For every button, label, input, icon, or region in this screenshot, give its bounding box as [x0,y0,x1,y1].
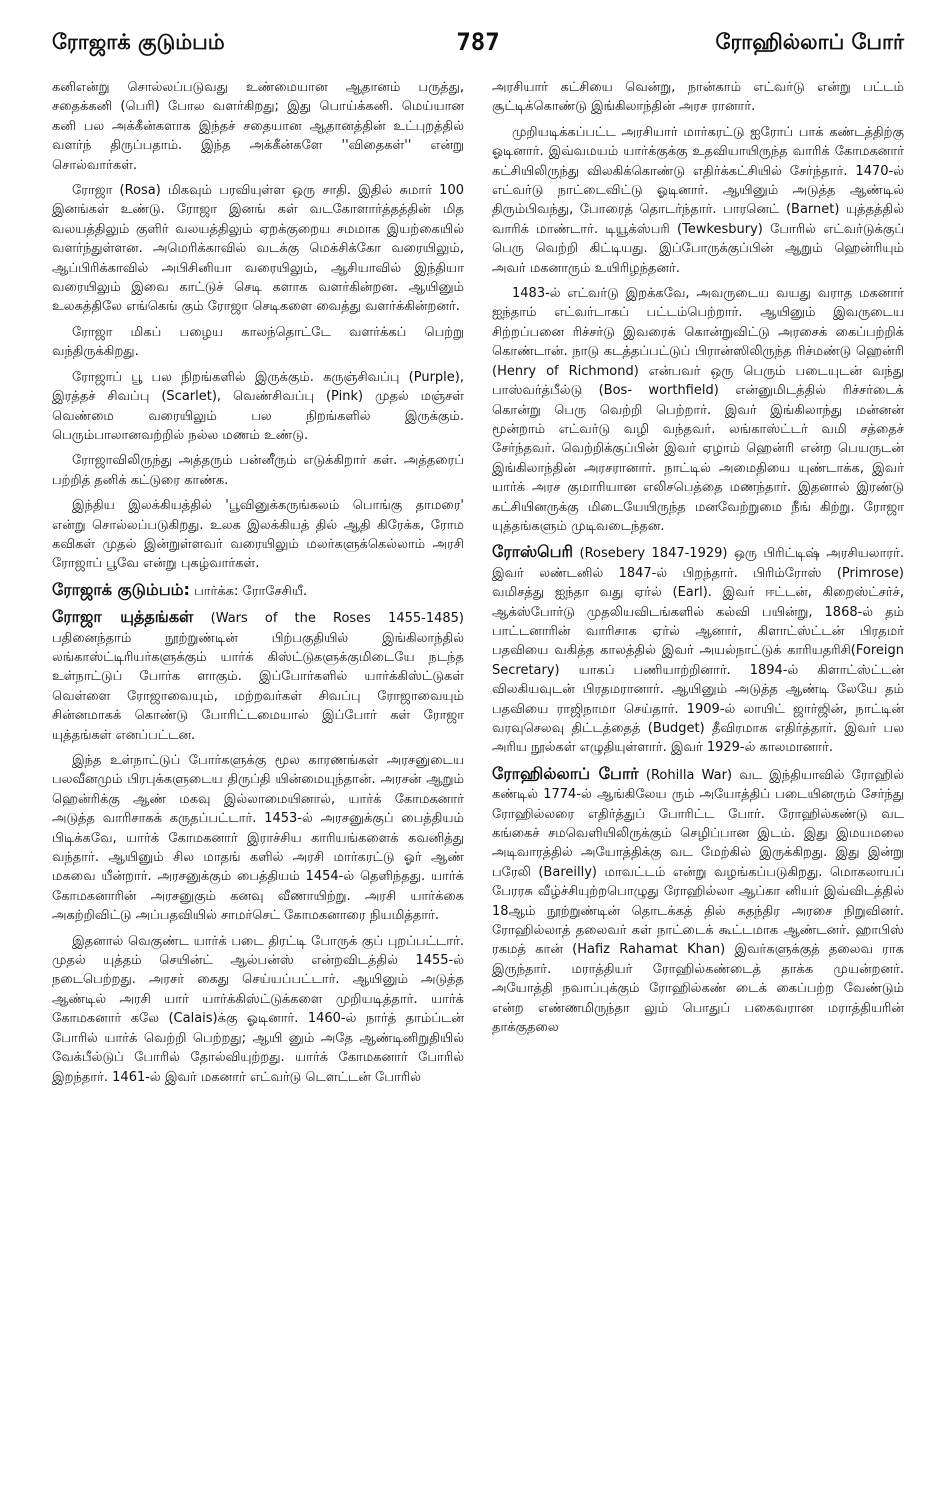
header-left-title: ரோஜாக் குடும்பம் [52,30,225,54]
paragraph: இதனால் வெகுண்ட யார்க் படை திரட்டி போருக் குப் புறப்பட்டார். முதல் யுத்தம் செயின்ட் ஆல்பன்ஸ் என்றவிடத்தில் 1455-ல் நடைபெற்றது. அரசர் கைது செய்யப்பட்டார். ஆயினும் அடுத்த ஆண்டில் அரசி யார் யார்க்கிஸ்ட்டுக்களை முறியடித்தார். யார்க் கோமகனார் கலே (Calais)க்கு ஓடினார். 1460-ல் நார்த் தாம்ப்டன் போரில் யார்க் வெற்றி பெற்றது; ஆயி னும் அதே ஆண்டினிறுதியில் வேக்பீல்டுப் போரில் தோல்வியுற்றது. யார்க் கோமகனார் போரில் இறந்தார். 1461-ல் இவர் மகனார் எட்வர்டு டௌட்டன் போரில் [52,933,464,1085]
page-number: 787 [456,28,500,56]
entry-rosebery [492,542,904,757]
paragraph: இந்திய இலக்கியத்தில் 'பூவினுக்கருங்கலம் பொங்கு தாமரை' என்று சொல்லப்படுகிறது. உலக இலக்கியத் தில் ஆதி கிரேக்க, ரோம கவிகள் முதல் இன்றுள்ளவர் வரையிலும் மலர்களுக்கெல்லாம் அரசி ரோஜாப் பூவே என்று புகழ்வார்கள். [52,498,464,572]
entry-wars-of-roses [52,607,464,745]
paragraph: அரசியார் கட்சியை வென்று, நான்காம் எட்வர்டு என்று பட்டம் சூட்டிக்கொண்டு இங்கிலாந்தின் அரச ரானார். [492,80,904,115]
entry-text: (Rosebery 1847-1929) ஒரு பிரிட்டிஷ் அரசியலாரர். இவர் லண்டனில் 1847-ல் பிறந்தார். பிரிம்ரோஸ் (Primrose) வமிசத்து ஐந்தா வது ஏர்ல் (Earl). இவர் ஈட்டன், கிறைஸ்ட்சர்ச், ஆக்ஸ்போர்டு முதலியவிடங்களில் கல்வி பயின்று, 1868-ல் தம் பாட்டனாரின் வாரிசாக ஏர்ல் ஆனார், கிளாட்ஸ்ட்டன் பிரதமர் பதவியை வகித்த காலத்தில் இவர் அயல்நாட்டுக் காரியதரிசி(Foreign Secretary) யாகப் பணியாற்றினார். 1894-ல் கிளாட்ஸ்ட்டன் விலகியவுடன் பிரதமரானார். ஆயினும் அடுத்த ஆண்டி லேயே தம் பதவியை ராஜிநாமா செய்தார். 1909-ல் லாயிட் ஜார்ஜின், நாட்டின் வரவுசெலவு திட்டத்தைத் (Budget) தீவிரமாக எதிர்த்தார். இவர் பல அரிய நூல்கள் எழுதியுள்ளார். இவர் 1929-ல் காலமானார். [492,546,904,756]
text-columns [52,78,904,1475]
paragraph: ரோஜா மிகப் பழைய காலந்தொட்டே வளர்க்கப் பெற்று வந்திருக்கிறது. [52,324,464,360]
paragraph: கனிஎன்று சொல்லப்படுவது உண்மையான ஆதானம் பருத்து, சதைக்கனி (பெரி) போல வளர்கிறது; இது பொய்க்கனி. மெய்யான கனி பல அக்கீன்களாக இந்தச் சதையான ஆதானத்தின் உட்புறத்தில் வளர்ந் திருப்பதாம். இந்த அக்கீன்களே ''விதைகள்'' என்று சொல்வார்கள். [52,80,464,173]
paragraph: ரோஜாவிலிருந்து அத்தரும் பன்னீரும் எடுக்கிறார் கள். அத்தரைப் பற்றித் தனிக் கட்டுரை காண்க. [52,453,464,488]
entry-heading: ரோஜா யுத்தங்கள் [52,607,194,627]
entry-text: (Rohilla War) வட இந்தியாவில் ரோஹில் கண்டில் 1774-ல் ஆங்கிலேய ரும் அயோத்திப் படையினரும் சேர்ந்து ரோஹில்லரை எதிர்த்துப் போரிட்ட போர். ரோஹில்கண்டு வட கங்கைச் சமவெளியிலிருக்கும் செழிப்பான இடம். இது இமயமலை அடிவாரத்தில் அயோத்திக்கு வட மேற்கில் இருக்கிறது. இது இன்று பரேலி (Bareilly) மாவட்டம் என்று வழங்கப்படுகிறது. மொகலாயப் பேரரசு வீழ்ச்சியுற்றபொழுது ரோஹில்லா ஆப்கா னியர் இவ்விடத்தில் 18ஆம் நூற்றுண்டின் தொடக்கத் தில் சுதந்திர அரசை நிறுவினர். ரோஹில்லாத் தலைவர் கள் நாட்டைக் கூட்டமாக ஆண்டனர். ஹாபிஸ் ரகமத் கான் (Hafiz Rahamat Khan) இவர்களுக்குத் தலைவ ராக இருந்தார். மராத்தியர் ரோஹில்கண்டைத் தாக்க முயன்றனர். அயோத்தி நவாப்புக்கும் ரோஹில்கண் டைக் கைப்பற்ற வேண்டும் என்ற எண்ணமிருந்தா லும் பொதுப் பகைவரான மராத்தியரின் தாக்குதலை [492,767,904,1036]
paragraph: முறியடிக்கப்பட்ட அரசியார் மார்கரட்டு ஐரோப் பாக் கண்டத்திற்கு ஓடினார். இவ்வமயம் யார்க்குக்கு உதவியாயிருந்த வாரிக் கோமகனார் கட்சியிலிருந்து விலகிக்கொண்டு எதிர்க்கட்சியில் சேர்ந்தார். 1470-ல் எட்வர்டு நாட்டைவிட்டு ஓடினார். ஆயினும் அடுத்த ஆண்டில் திரும்பிவந்து, போரைத் தொடர்ந்தார். பாரனெட் (Barnet) யுத்தத்தில் வாரிக் மாண்டார். டியூக்ஸ்பரி (Tewkesbury) போரில் எட்வர்டுக்குப் பெரு வெற்றி கிட்டியது. இப்போருக்குப்பின் ஆறும் ஹென்ரியும் அவர் மகனாரும் உயிரிழந்தனர். [492,124,904,276]
entry-rose-family [52,580,464,601]
paragraph: இந்த உள்நாட்டுப் போர்களுக்கு மூல காரணங்கள் அரசனுடைய பலவீனமும் பிரபுக்களுடைய திருப்தி யின்மையுந்தான். அரசன் ஆறும் ஹென்ரிக்கு ஆண் மகவு இல்லாமையினால், யார்க் கோமகனார் அடுத்த வாரிசாகக் கருதப்பட்டார். 1453-ல் அரசனுக்குப் பைத்தியம் பிடிக்கவே, யார்க் கோமகனார் இராச்சிய காரியங்களைக் கவனித்து வந்தார். ஆயினும் சில மாதங் களில் அரசி மார்கரட்டு ஓர் ஆண் மகவை யீன்றார். அரசனுக்கும் பைத்தியம் 1454-ல் தெளிந்தது. யார்க் கோமகனாரின் அரசனுகும் கனவு வீணாயிற்று. அரசி யார்க்கை அகற்றிவிட்டு அப்பதவியில் சாமர்செட் கோமகனாரை நியமித்தார். [52,753,464,924]
right-column [492,78,904,1475]
left-column [52,78,464,1475]
entry-rohilla-war [492,764,904,1038]
paragraph: ரோஜாப் பூ பல நிறங்களில் இருக்கும். கருஞ்சிவப்பு (Purple), இரத்தச் சிவப்பு (Scarlet), வெண்சிவப்பு (Pink) முதல் மஞ்சள் வெண்மை வரையிலும் பல நிறங்களில் இருக்கும். பெரும்பாலானவற்றில் நல்ல மணம் உண்டு. [52,369,464,443]
paragraph: 1483-ல் எட்வர்டு இறக்கவே, அவருடைய வயது வராத மகனார் ஐந்தாம் எட்வர்டாகப் பட்டம்பெற்றார். ஆயினும் இவருடைய சிற்றப்பனை ரிச்சர்டு இவரைக் கொன்றுவிட்டு அரசைக் கைப்பற்றிக் கொண்டான். நாடு கடத்தப்பட்டுப் பிரான்ஸிலிருந்த ரிச்மண்டு ஹென்ரி (Henry of Richmond) என்பவர் ஒரு பெரும் படையுடன் வந்து பாஸ்வர்த்பீல்டு (Bos- worthfield) என்னுமிடத்தில் ரிச்சர்டைக் கொன்று பெரு வெற்றி பெற்றார். இவர் இங்கிலாந்து மன்னன் மூன்றாம் எட்வர்டு வழி வந்தவர். லங்காஸ்ட்டர் வமி சத்தைச் சேர்ந்தவர். வெற்றிக்குப்பின் இவர் ஏழாம் ஹென்ரி என்ற பெயருடன் இங்கிலாந்தின் அரசரானார். நாட்டில் அமைதியை யுண்டாக்க, இவர் யார்க் அரச குமாரியான எலிசபெத்தை மணந்தார். இதனால் இரண்டு கட்சியினருக்கு மிடையேயிருந்த மனவேற்றுமை நீங் கிற்று. ரோஜா யுத்தங்களும் முடிவடைந்தன. [492,286,904,534]
header-right-title: ரோஹில்லாப் போர் [715,30,904,54]
entry-heading: ரோஜாக் குடும்பம்: [52,579,190,599]
entry-heading: ரோஸ்பெரி [492,542,574,562]
running-header [52,28,904,70]
entry-text: (Wars of the Roses 1455-1485) பதினைந்தாம் நூற்றுண்டின் பிற்பகுதியில் இங்கிலாந்தில் லங்காஸ்ட்டிரியர்களுக்கும் யார்க் கிஸ்ட்டுகளுக்குமிடையே நடந்த உள்நாட்டுப் போர்க ளாகும். இப்போர்களில் யார்க்கிஸ்ட்டுகள் வெள்ளை ரோஜாவையும், மற்றவர்கள் சிவப்பு ரோஜாவையும் சின்னமாகக் கொண்டு போரிட்டமையால் இப்போர் கள் ரோஜா யுத்தங்கள் எனப்பட்டன. [52,611,464,743]
paragraph: ரோஜா (Rosa) மிகவும் பரவியுள்ள ஒரு சாதி. இதில் சுமார் 100 இனங்கள் உண்டு. ரோஜா இனங் கள் வடகோளார்த்தத்தின் மித வலயத்திலும் குளிர் வலயத்திலும் ஏறக்குறைய சமமாக இயற்கையில் வளர்ந்துள்ளன. அமெரிக்காவில் வடக்கு மெக்சிக்கோ வரையிலும், ஆப்பிரிக்காவில் அபிசினியா வரையிலும், ஆசியாவில் இந்தியா வரையிலும் இவை காட்டுச் செடி களாக வளர்கின்றன. ஆயினும் உலகத்திலே எங்கெங் கும் ரோஜா செடிகளை வைத்து வளர்க்கின்றனர். [52,183,464,315]
entry-heading: ரோஹில்லாப் போர் [492,763,639,783]
entry-text: பார்க்க: ரோசேசியீ. [194,583,308,599]
